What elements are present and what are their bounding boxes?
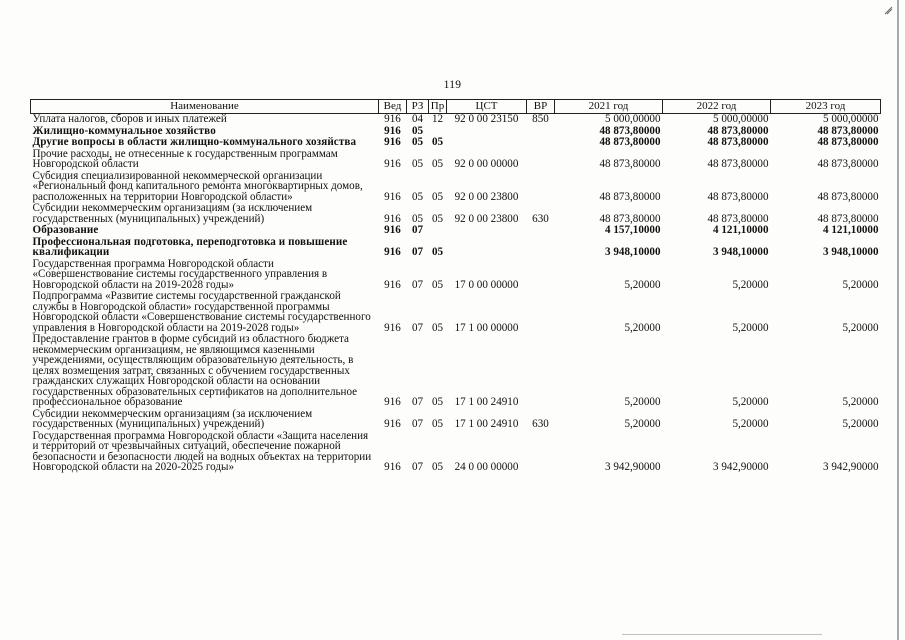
cell-2021: 5,20000 <box>624 278 661 291</box>
cell-vr <box>527 431 555 474</box>
cell-ved: 916 <box>384 246 401 258</box>
cell-name: Государственная программа Новгородской области «Защита населения и территорий от чрезвычайных ситуаций, обеспечение пожарной безопасности и безопасности людей на водных объектах на территории Новгородской области на 2020-2025 годы» <box>32 429 372 473</box>
cell-ved: 916 <box>384 136 401 148</box>
cell-2022: 4 121,10000 <box>713 224 769 236</box>
cell-cst <box>447 137 527 149</box>
header-2022: 2022 год <box>663 100 771 114</box>
cell-2022: 48 873,80000 <box>707 136 769 148</box>
cell-2022: 48 873,80000 <box>707 158 769 170</box>
cell-cst <box>447 237 527 259</box>
cell-2023: 5 000,00000 <box>823 113 879 125</box>
cell-2022: 5,20000 <box>732 396 769 408</box>
cell-vr <box>527 237 555 259</box>
header-name: Наименование <box>31 100 379 114</box>
cell-ved: 916 <box>384 124 401 137</box>
table-row <box>31 237 881 259</box>
cell-ved: 916 <box>384 418 401 430</box>
table-row <box>31 225 881 237</box>
cell-ved: 916 <box>384 113 401 125</box>
cell-2023: 5,20000 <box>842 321 879 334</box>
cell-rz: 04 <box>411 113 424 125</box>
cell-vr <box>527 259 555 292</box>
header-cst: ЦСТ <box>447 100 527 114</box>
cell-2021: 5,20000 <box>624 396 661 408</box>
cell-cst: 92 0 00 23150 <box>454 113 519 125</box>
cell-2023: 5,20000 <box>842 418 879 430</box>
cell-name: Другие вопросы в области жилищно-коммунального хозяйства <box>32 136 357 148</box>
cell-2021: 5,20000 <box>624 321 661 334</box>
table-row <box>31 171 881 204</box>
cell-2023: 3 948,10000 <box>823 246 879 258</box>
header-rz: РЗ <box>407 100 429 114</box>
cell-ved: 916 <box>384 461 401 473</box>
cell-cst: 17 0 00 00000 <box>454 278 519 291</box>
cell-2023: 3 942,90000 <box>823 461 879 473</box>
cell-name: Прочие расходы, не отнесенные к государственным программам Новгородской области <box>32 147 338 170</box>
cell-ved: 916 <box>384 278 401 291</box>
cell-pr: 05 <box>431 461 444 473</box>
cell-vr: 630 <box>532 418 549 430</box>
cell-pr: 05 <box>431 278 444 291</box>
cell-rz: 07 <box>411 321 424 334</box>
cell-cst: 17 1 00 24910 <box>454 396 519 408</box>
header-2023: 2023 год <box>771 100 881 114</box>
cell-rz: 05 <box>411 136 424 148</box>
cell-cst: 92 0 00 23800 <box>454 190 519 203</box>
cell-pr <box>429 225 447 237</box>
cell-name: Профессиональная подготовка, переподготовка и повышение квалификации <box>32 235 348 258</box>
cell-2021: 5 000,00000 <box>605 113 661 125</box>
cell-2021: 3 942,90000 <box>605 461 661 473</box>
cell-ved: 916 <box>384 396 401 408</box>
cell-2022: 5,20000 <box>732 418 769 430</box>
table-row <box>31 137 881 149</box>
cell-2021: 48 873,80000 <box>599 212 661 225</box>
table-row <box>31 259 881 292</box>
cell-ved: 916 <box>384 224 401 236</box>
cell-name: Предоставление грантов в форме субсидий из областного бюджета некоммерческим организациям, не являющимся казенными учреждениями, осуществляющим образовательную деятельность, в целях возмещения затрат, связанных с обучением государственных гражданских служащих Новгородской области на основании государственных образовательных сертификатов на дополнительное профессиональное образование <box>32 333 358 408</box>
header-ved: Вед <box>379 100 407 114</box>
cell-2021: 48 873,80000 <box>599 136 661 148</box>
cell-rz: 05 <box>411 124 424 137</box>
cell-2023: 5,20000 <box>842 396 879 408</box>
cell-2023: 48 873,80000 <box>817 158 879 170</box>
cell-rz: 07 <box>411 461 424 473</box>
cell-rz: 05 <box>411 190 424 203</box>
scan-smudge <box>622 634 822 635</box>
cell-name: Уплата налогов, сборов и иных платежей <box>32 113 227 125</box>
cell-cst: 24 0 00 00000 <box>454 461 519 473</box>
table-row <box>31 409 881 431</box>
cell-pr: 05 <box>431 246 444 258</box>
table-row <box>31 334 881 409</box>
cell-ved: 916 <box>384 190 401 203</box>
cell-cst: 17 1 00 00000 <box>454 321 519 334</box>
cell-2022: 5,20000 <box>732 278 769 291</box>
budget-table <box>30 99 881 474</box>
cell-2022: 48 873,80000 <box>707 190 769 203</box>
cell-2021: 4 157,10000 <box>605 224 661 236</box>
cell-name: Подпрограмма «Развитие системы государственной гражданской службы в Новгородской области» государственной программы Новгородской области «Совершенствование системы государственного управления в Новгородской области на 2019-2028 годы» <box>32 290 371 334</box>
header-pr: Пр <box>429 100 447 114</box>
cell-2023: 48 873,80000 <box>817 136 879 148</box>
cell-name: Субсидии некоммерческим организациям (за исключением государственных (муниципальных) учреждений) <box>32 407 313 430</box>
cell-2023: 4 121,10000 <box>823 224 879 236</box>
cell-2022: 3 942,90000 <box>713 461 769 473</box>
cell-vr <box>527 149 555 171</box>
cell-ved: 916 <box>384 212 401 225</box>
cell-pr: 05 <box>431 321 444 334</box>
table-row <box>31 114 881 126</box>
cell-vr <box>527 171 555 204</box>
cell-rz: 07 <box>411 246 424 258</box>
cell-2023: 5,20000 <box>842 278 879 291</box>
cell-pr: 05 <box>431 158 444 170</box>
cell-ved: 916 <box>384 321 401 334</box>
cell-vr <box>527 225 555 237</box>
cell-pr: 05 <box>431 190 444 203</box>
cell-vr <box>527 291 555 334</box>
cell-2021: 3 948,10000 <box>605 246 661 258</box>
cell-vr: 850 <box>532 113 549 125</box>
cell-pr: 05 <box>431 136 444 148</box>
cell-2022: 48 873,80000 <box>707 124 769 137</box>
cell-rz: 05 <box>411 212 424 225</box>
cell-name: Субсидия специализированной некоммерческой организации «Региональный фонд капитального ремонта многоквартирных домов, расположенных на территории Новгородской области» <box>32 169 363 203</box>
cell-vr <box>527 137 555 149</box>
cell-rz: 07 <box>411 396 424 408</box>
cell-2021: 5,20000 <box>624 418 661 430</box>
cell-pr: 05 <box>431 396 444 408</box>
table-row <box>31 291 881 334</box>
cell-2022: 48 873,80000 <box>707 212 769 225</box>
cell-2021: 48 873,80000 <box>599 124 661 137</box>
header-vr: ВР <box>527 100 555 114</box>
header-2021: 2021 год <box>555 100 663 114</box>
budget-table-container <box>30 99 880 474</box>
table-row <box>31 203 881 225</box>
cell-vr <box>527 334 555 409</box>
table-body <box>31 114 881 474</box>
cell-vr <box>527 126 555 138</box>
table-row <box>31 149 881 171</box>
cell-2023: 48 873,80000 <box>817 190 879 203</box>
cell-cst <box>447 225 527 237</box>
cell-2023: 48 873,80000 <box>817 124 879 137</box>
cell-rz: 07 <box>411 278 424 291</box>
cell-cst: 17 1 00 24910 <box>454 418 519 430</box>
cell-cst: 92 0 00 00000 <box>454 158 519 170</box>
cell-rz: 07 <box>411 418 424 430</box>
table-header-row <box>31 100 881 114</box>
corner-mark-icon <box>884 6 893 15</box>
cell-name: Государственная программа Новгородской области «Совершенствование системы государственного управления в Новгородской области на 2019-2028 годы» <box>32 257 328 291</box>
scan-edge-line <box>897 0 899 640</box>
cell-name: Жилищно-коммунальное хозяйство <box>32 124 216 137</box>
cell-2023: 48 873,80000 <box>817 212 879 225</box>
cell-name: Образование <box>32 224 99 236</box>
cell-pr: 12 <box>431 113 444 125</box>
cell-2021: 48 873,80000 <box>599 158 661 170</box>
table-row <box>31 431 881 474</box>
cell-cst <box>447 126 527 138</box>
cell-pr: 05 <box>431 418 444 430</box>
cell-2021: 48 873,80000 <box>599 190 661 203</box>
cell-rz: 07 <box>411 224 424 236</box>
page-number: 119 <box>443 79 462 91</box>
cell-vr: 630 <box>532 212 549 225</box>
cell-pr: 05 <box>431 212 444 225</box>
cell-rz: 05 <box>411 158 424 170</box>
cell-2022: 3 948,10000 <box>713 246 769 258</box>
cell-2022: 5 000,00000 <box>713 113 769 125</box>
cell-cst: 92 0 00 23800 <box>454 212 519 225</box>
cell-ved: 916 <box>384 158 401 170</box>
cell-name: Субсидии некоммерческим организациям (за исключением государственных (муниципальных) учреждений) <box>32 202 313 225</box>
cell-2022: 5,20000 <box>732 321 769 334</box>
